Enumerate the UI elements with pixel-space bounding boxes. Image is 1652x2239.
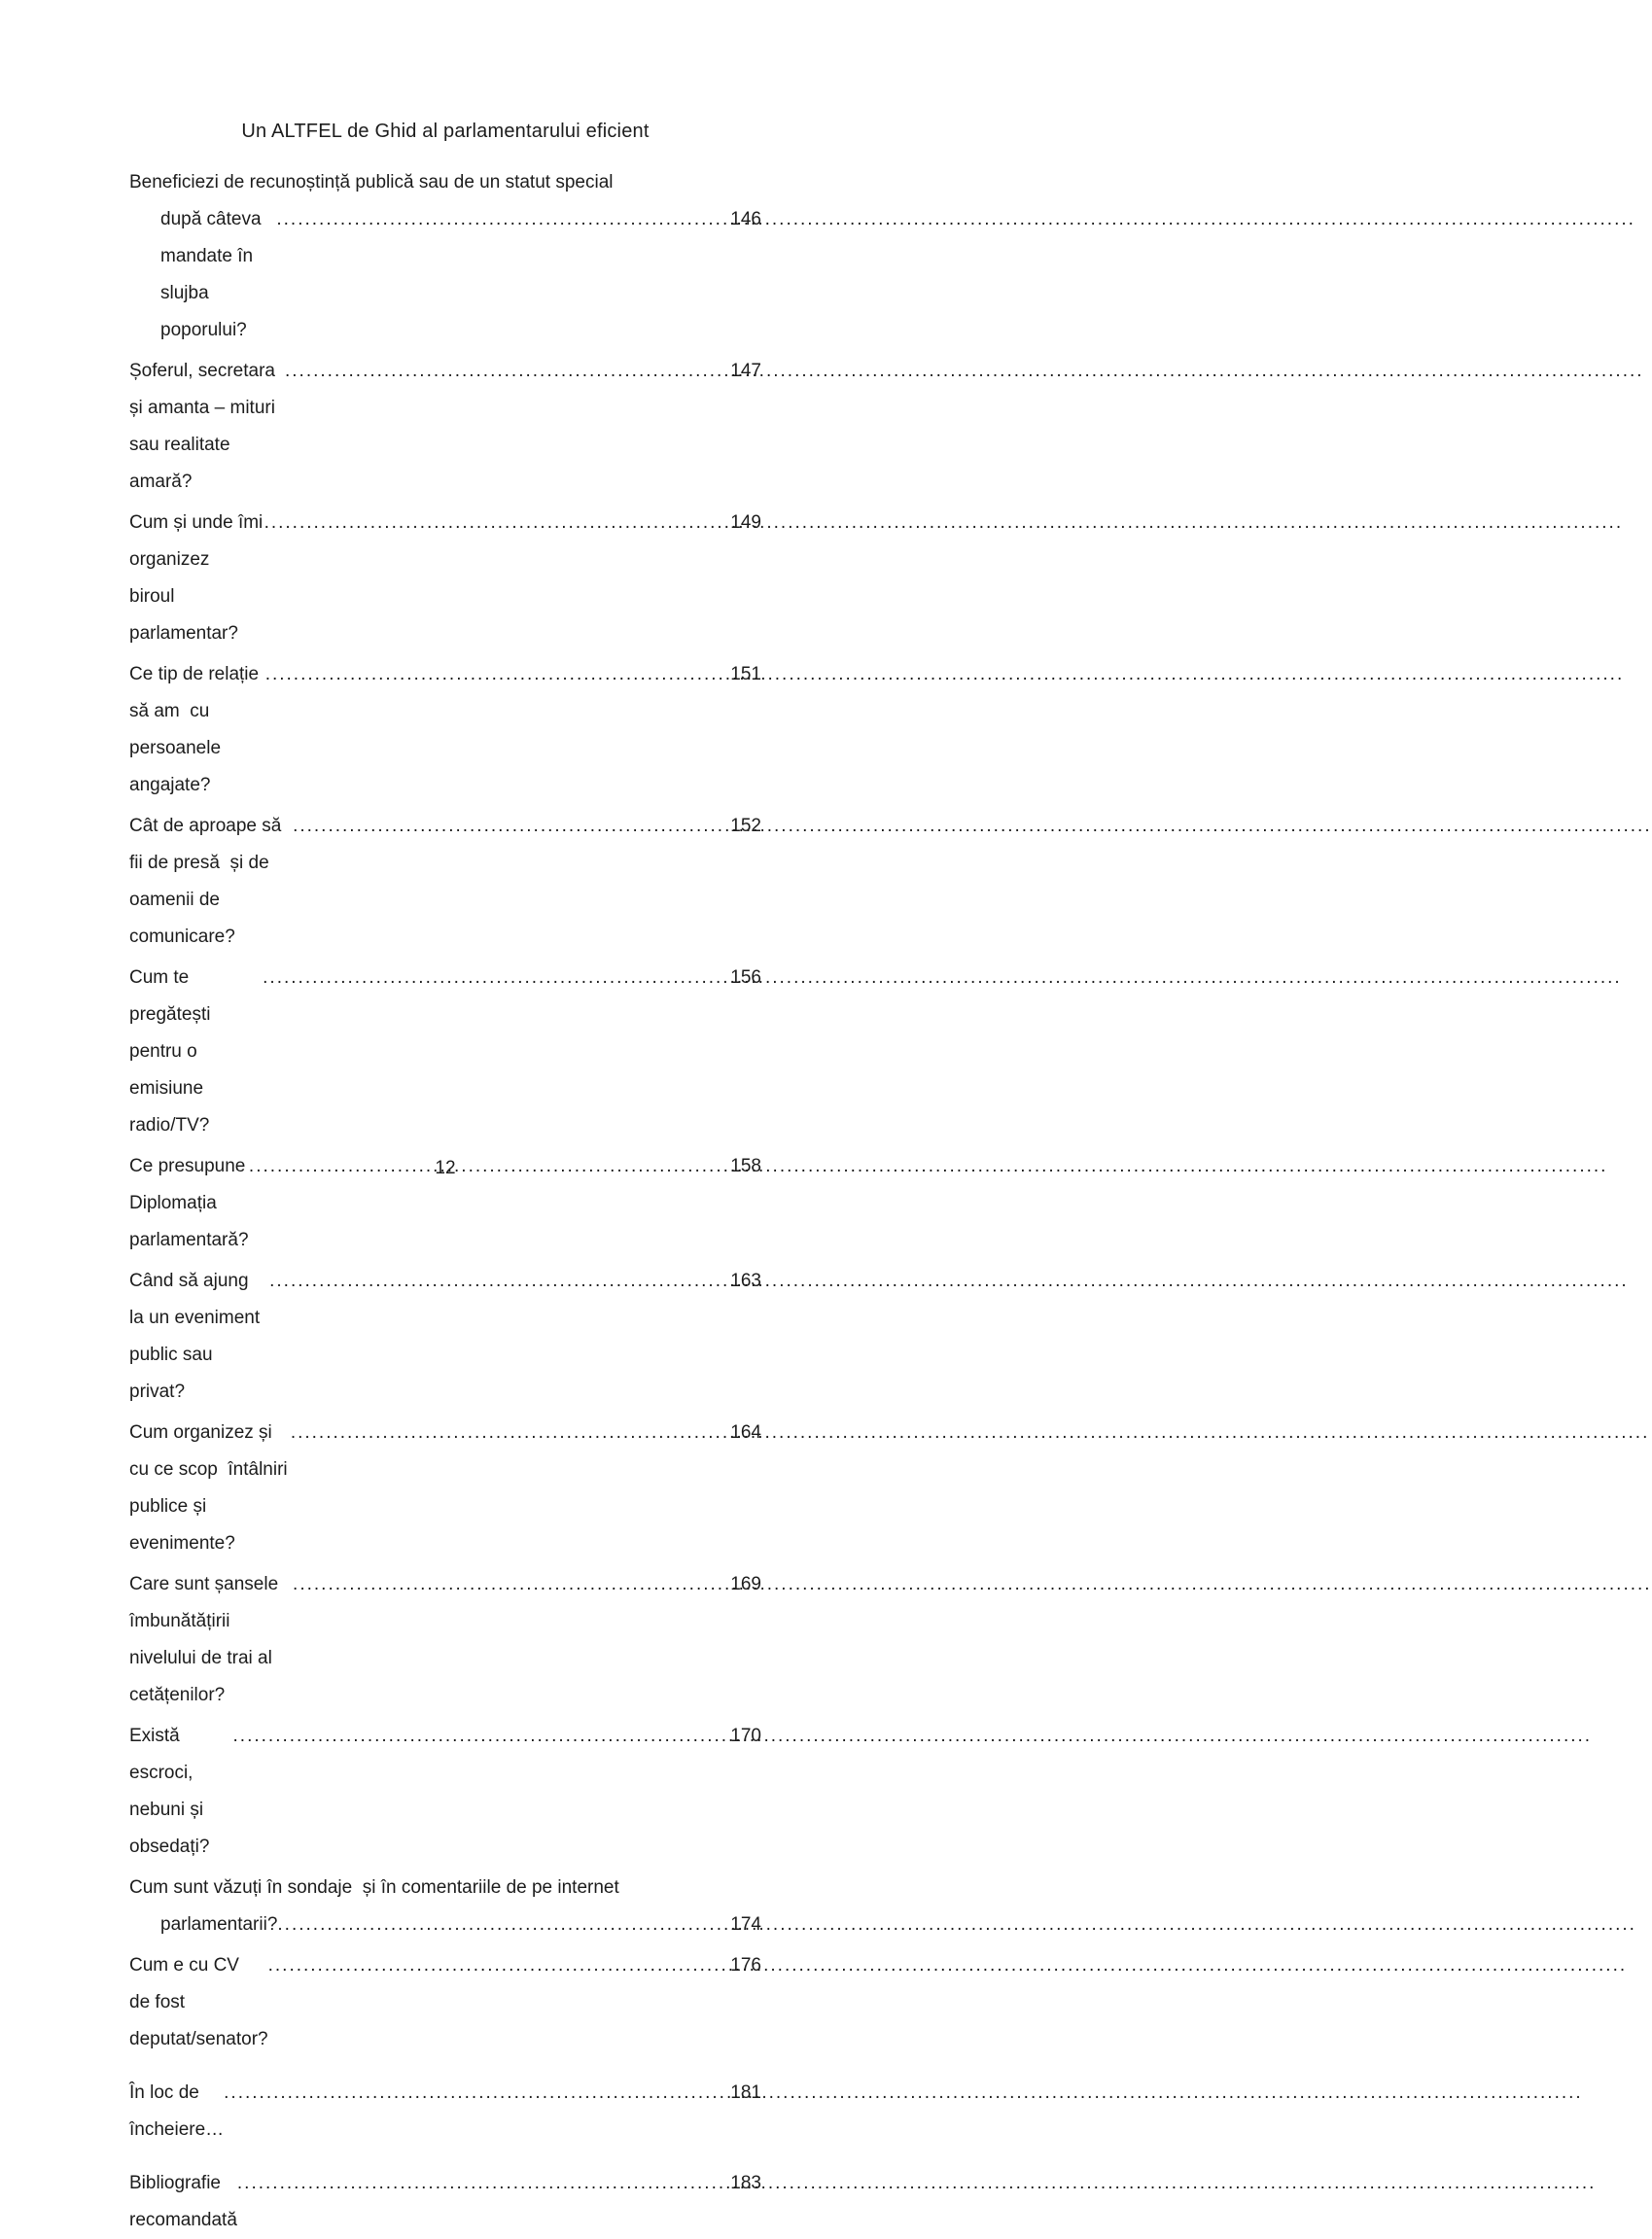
toc-entry-line: [129, 656, 761, 804]
dot-leader: [268, 1947, 730, 1984]
toc-entry-text: Cum și unde îmi organizez biroul parlamentar?: [129, 512, 268, 644]
toc-list: [129, 164, 761, 2239]
toc-entry-text: În loc de încheiere…: [129, 2082, 234, 2140]
toc-entry-line: [129, 1870, 761, 1907]
toc-entry-line: [129, 1415, 761, 1562]
dot-leader: [291, 1415, 729, 1452]
toc-entry: [129, 960, 761, 1144]
toc-entry-page: 147: [730, 361, 761, 381]
toc-entry: [129, 2075, 761, 2149]
toc-entry-line: [129, 1263, 761, 1411]
toc-entry-text: Care sunt șansele îmbunătățirii nivelului de trai al cetățenilor?: [129, 1574, 284, 1705]
toc-entry-text: după câteva mandate în slujba poporului?: [160, 209, 266, 340]
toc-entry-text: Ce tip de relație să am cu persoanele angajate?: [129, 664, 264, 795]
dot-leader: [293, 1566, 729, 1603]
toc-entry-line: [129, 808, 761, 956]
toc-entry-text: Cum sunt văzuți în sondaje și în comentariile de pe internet: [129, 1877, 619, 1898]
toc-entry-page: 152: [730, 816, 761, 836]
toc-entry: [129, 353, 761, 501]
toc-entry-text: Cum organizez și cu ce scop întâlniri publice și evenimente?: [129, 1422, 293, 1554]
dot-leader: [237, 2165, 729, 2202]
toc-entry-page: 149: [730, 512, 761, 533]
page-number: 12: [435, 1158, 456, 1178]
toc-entry-line: [129, 1947, 761, 2058]
toc-entry-line: [129, 164, 761, 201]
dot-leader: [285, 353, 729, 390]
toc-entry-text: Când să ajung la un eveniment public sau privat?: [129, 1271, 265, 1402]
toc-entry-line: [129, 2165, 761, 2239]
toc-entry: [129, 1718, 761, 1866]
toc-entry-page: 170: [730, 1726, 761, 1746]
toc-entry-text: Există escroci, nebuni și obsedați?: [129, 1726, 210, 1857]
toc-entry-line: [129, 201, 761, 349]
dot-leader: [276, 201, 729, 238]
toc-entry: [129, 1415, 761, 1562]
toc-entry-line: [129, 505, 761, 652]
toc-entry-line: [129, 1718, 761, 1866]
toc-entry-page: 164: [730, 1422, 761, 1443]
dot-leader: [277, 1907, 729, 1943]
toc-entry: [129, 1263, 761, 1411]
toc-entry-line: [129, 1566, 761, 1714]
toc-entry-line: [129, 1907, 761, 1943]
toc-entry-text: Ce presupune Diplomația parlamentară?: [129, 1156, 254, 1250]
toc-entry: [129, 808, 761, 956]
toc-entry: [129, 1566, 761, 1714]
toc-entry: [129, 164, 761, 349]
toc-entry: [129, 656, 761, 804]
toc-entry-text: parlamentarii?: [160, 1914, 283, 1935]
toc-entry-line: [129, 2075, 761, 2149]
toc-entry-page: 163: [730, 1271, 761, 1291]
toc-entry-page: 181: [730, 2082, 761, 2103]
toc-entry-page: 146: [730, 209, 761, 229]
toc-entry-text: Cât de aproape să fii de presă și de oamenii de comunicare?: [129, 816, 287, 947]
toc-entry-page: 174: [730, 1914, 761, 1935]
dot-leader: [264, 505, 730, 542]
dot-leader: [269, 1263, 729, 1300]
toc-entry-text: Șoferul, secretara și amanta – mituri sau realitate amară?: [129, 361, 281, 492]
toc-entry-page: 156: [730, 967, 761, 988]
toc-entry-page: 183: [730, 2173, 761, 2193]
toc-entry-text: Beneficiezi de recunoștință publică sau de un statut special: [129, 172, 614, 192]
toc-entry-page: 151: [730, 664, 761, 684]
toc-entry-page: 158: [730, 1156, 761, 1176]
toc-entry: [129, 1947, 761, 2058]
dot-leader: [263, 960, 729, 997]
dot-leader: [224, 2075, 729, 2112]
toc-entry: [129, 505, 761, 652]
toc-entry: [129, 2165, 761, 2239]
dot-leader: [293, 808, 729, 845]
toc-entry-page: 169: [730, 1574, 761, 1594]
dot-leader: [233, 1718, 730, 1755]
toc-entry-line: [129, 353, 761, 501]
toc-entry-text: Cum te pregătești pentru o emisiune radio/TV?: [129, 967, 222, 1136]
toc-entry-page: 176: [730, 1955, 761, 1976]
toc-entry-text: Cum e cu CV de fost deputat/senator?: [129, 1955, 273, 2049]
toc-entry-text: Bibliografie recomandată: [129, 2173, 237, 2230]
dot-leader: [265, 656, 730, 693]
toc-entry: [129, 1870, 761, 1943]
toc-entry-line: [129, 960, 761, 1144]
page-title: Un ALTFEL de Ghid al parlamentarului eficient: [241, 121, 650, 142]
